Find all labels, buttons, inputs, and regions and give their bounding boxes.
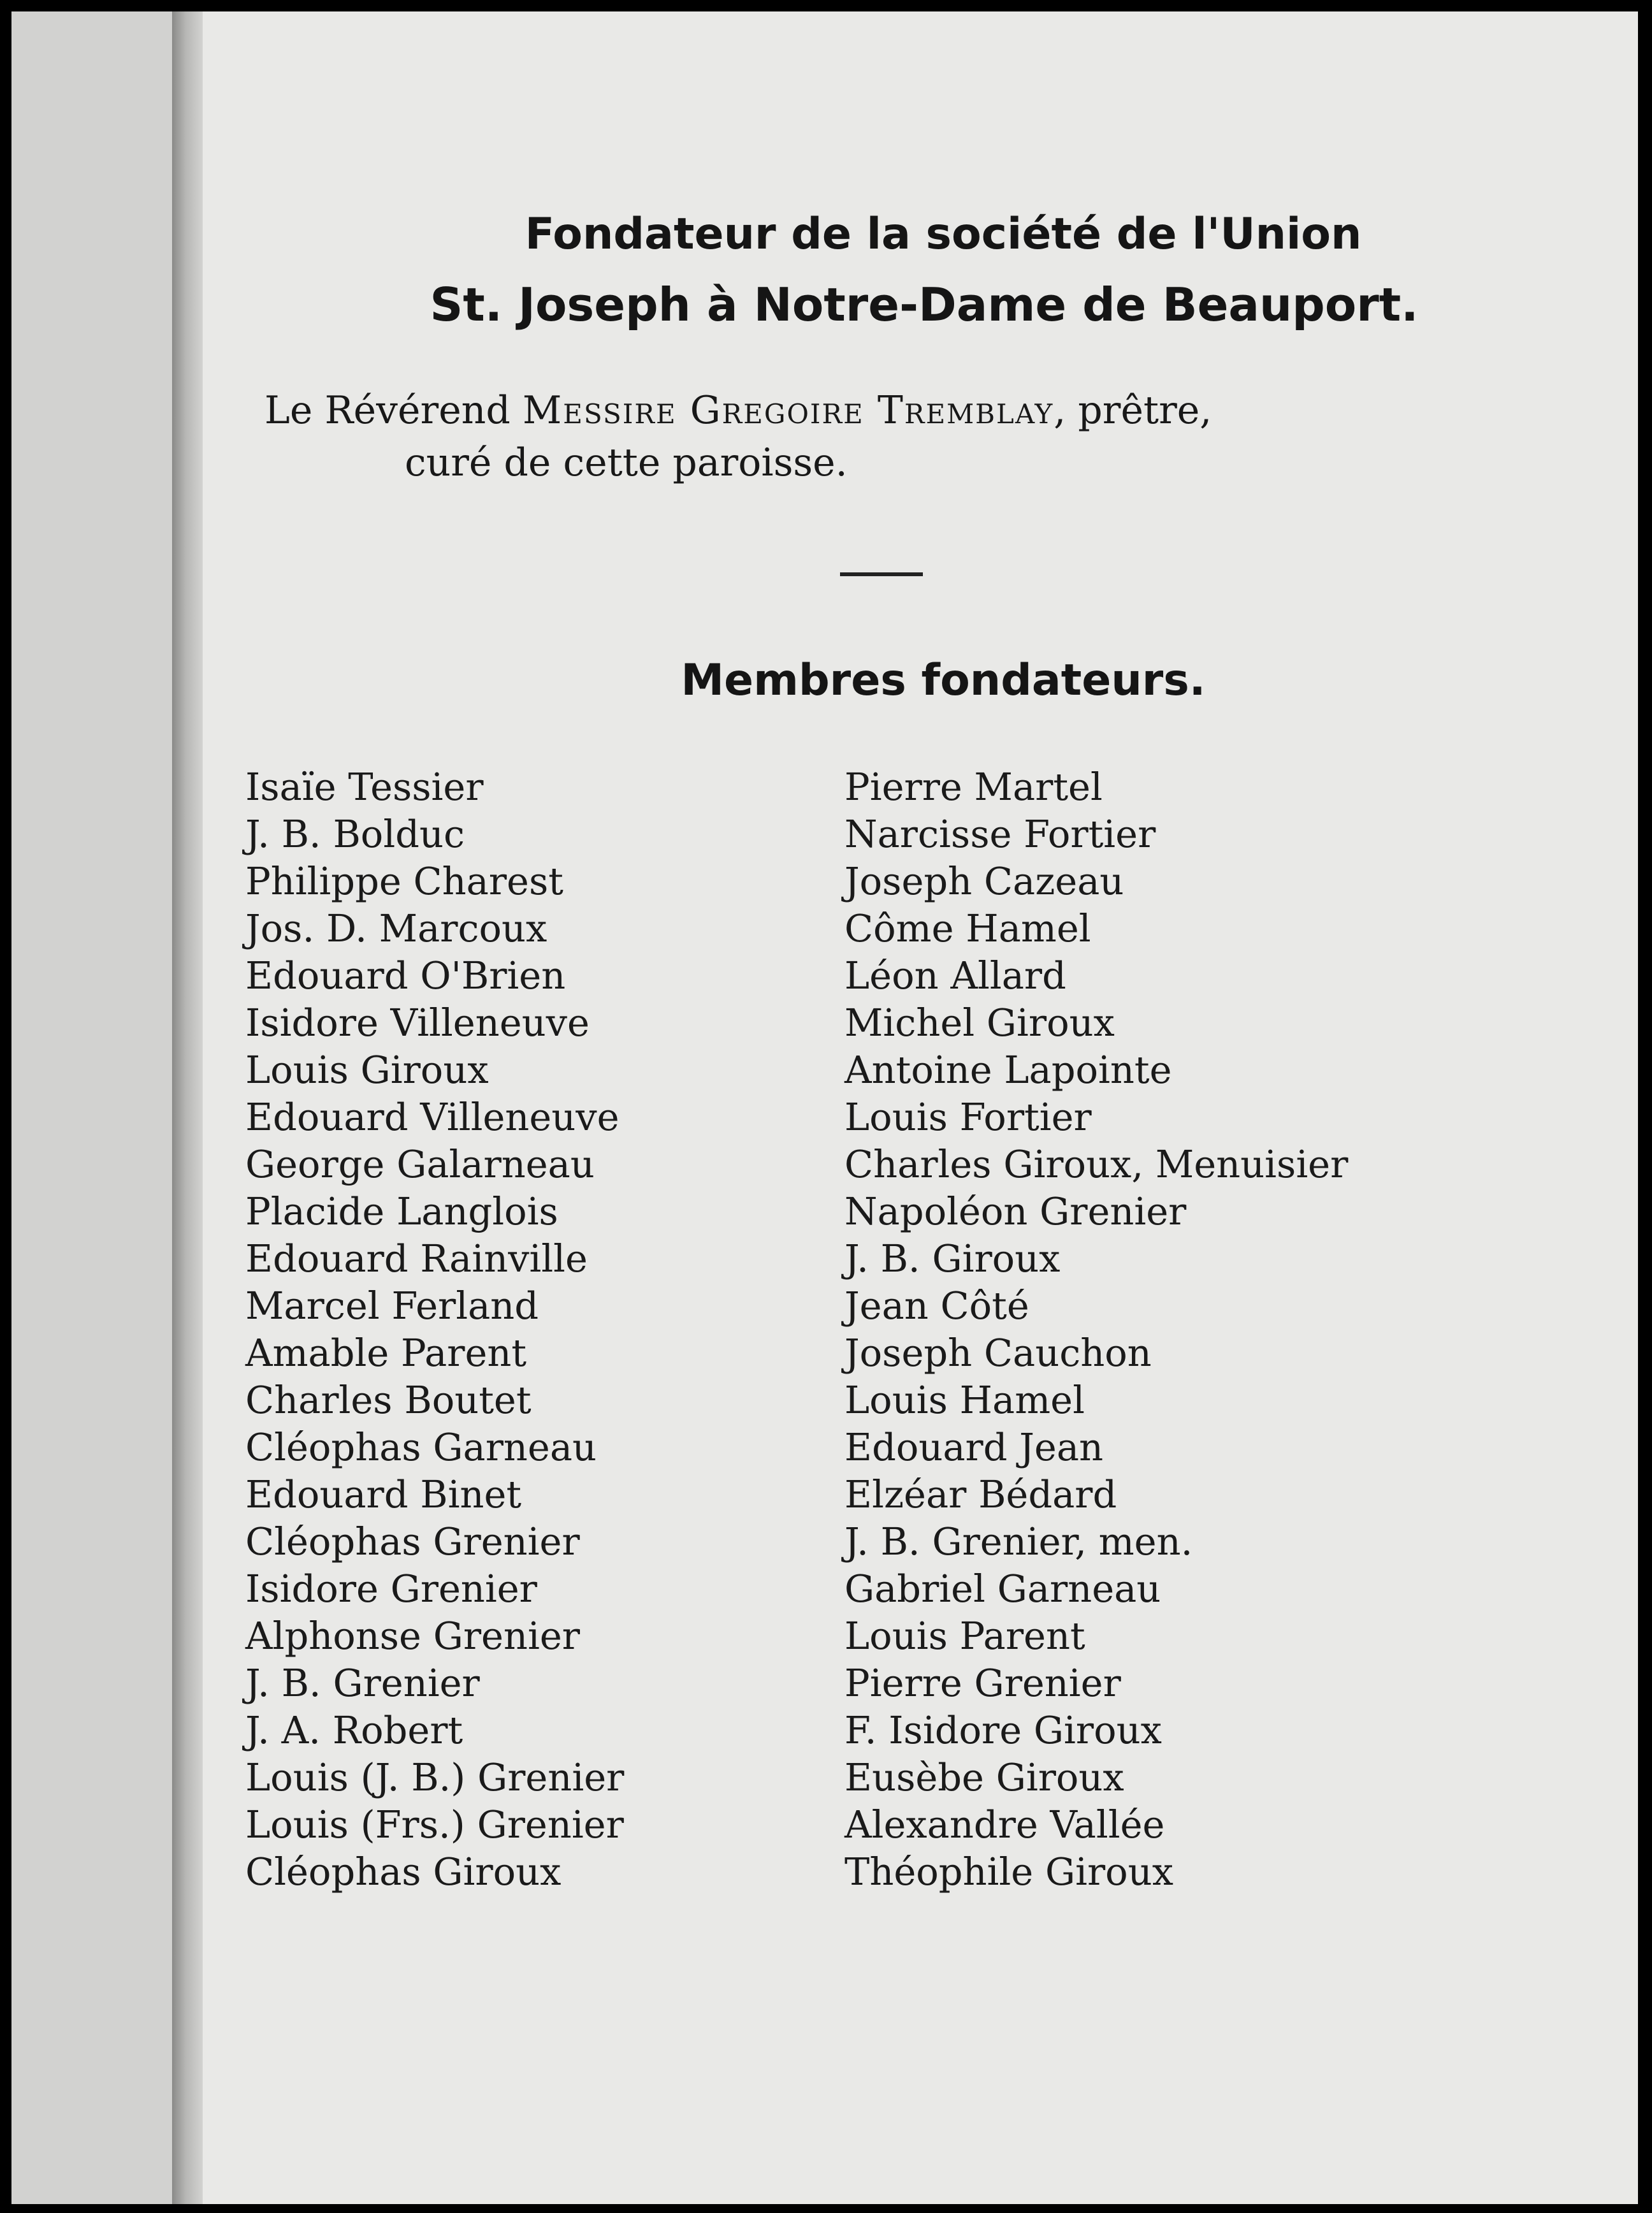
member-name: Gabriel Garneau — [844, 1567, 1161, 1611]
section-divider — [840, 572, 923, 576]
member-name: Edouard Villeneuve — [245, 1095, 620, 1139]
member-name: Cléophas Garneau — [245, 1425, 597, 1469]
member-name: F. Isidore Giroux — [844, 1708, 1162, 1752]
founder-statement — [264, 384, 1603, 489]
member-name: Marcel Ferland — [245, 1284, 539, 1328]
member-name: Cléophas Grenier — [245, 1520, 580, 1564]
member-name: Louis Parent — [844, 1614, 1085, 1658]
member-name: Cléophas Giroux — [245, 1850, 562, 1894]
member-name: Napoléon Grenier — [844, 1189, 1187, 1233]
member-name: Théophile Giroux — [844, 1850, 1173, 1894]
member-name: Eusèbe Giroux — [844, 1755, 1124, 1799]
adjacent-page-strip — [11, 11, 172, 2204]
member-name: George Galarneau — [245, 1142, 595, 1186]
member-name: Narcisse Fortier — [844, 812, 1156, 856]
heading-line-2: St. Joseph à Notre-Dame de Beauport. — [430, 278, 1419, 331]
section-title: Membres fondateurs. — [681, 655, 1206, 706]
member-name: Michel Giroux — [844, 1001, 1115, 1045]
member-name: Isaïe Tessier — [245, 765, 484, 809]
member-name: Pierre Martel — [844, 765, 1103, 809]
members-right-column — [844, 764, 1348, 1896]
scan-edge — [0, 11, 11, 2204]
member-name: Louis (Frs.) Grenier — [245, 1803, 624, 1847]
member-name: Joseph Cazeau — [844, 859, 1124, 903]
founder-name: Messire Gregoire Tremblay — [522, 388, 1054, 433]
page-heading — [172, 200, 1638, 340]
member-name: Philippe Charest — [245, 859, 563, 903]
member-name: Alphonse Grenier — [245, 1614, 580, 1658]
founder-prefix: Le Révérend — [264, 388, 511, 433]
member-name: Louis Giroux — [245, 1048, 489, 1092]
member-name: Elzéar Bédard — [844, 1472, 1117, 1516]
member-name: Pierre Grenier — [844, 1661, 1121, 1705]
member-name: J. B. Giroux — [844, 1237, 1061, 1281]
member-name: Edouard Rainville — [245, 1237, 588, 1281]
member-name: Isidore Grenier — [245, 1567, 537, 1611]
member-name: Amable Parent — [245, 1331, 527, 1375]
member-name: Jean Côté — [844, 1284, 1029, 1328]
member-name: Joseph Cauchon — [844, 1331, 1152, 1375]
member-name: J. B. Bolduc — [245, 812, 465, 856]
heading-line-1: Fondateur de la société de l'Union — [525, 209, 1362, 259]
member-name: Louis Fortier — [844, 1095, 1092, 1139]
member-name: J. A. Robert — [245, 1708, 463, 1752]
member-name: Edouard Binet — [245, 1472, 522, 1516]
book-gutter — [172, 11, 203, 2204]
member-name: Edouard Jean — [844, 1425, 1103, 1469]
member-name: Antoine Lapointe — [844, 1048, 1172, 1092]
founder-suffix: , prêtre, — [1054, 388, 1212, 433]
member-name: Alexandre Vallée — [844, 1803, 1165, 1847]
member-name: Isidore Villeneuve — [245, 1001, 590, 1045]
member-name: Léon Allard — [844, 954, 1066, 998]
member-name: Placide Langlois — [245, 1189, 558, 1233]
document-page — [172, 11, 1638, 2204]
members-left-column — [245, 764, 624, 1896]
member-name: Louis (J. B.) Grenier — [245, 1755, 625, 1799]
member-name: Côme Hamel — [844, 906, 1091, 950]
member-name: J. B. Grenier, men. — [844, 1520, 1193, 1564]
member-name: Jos. D. Marcoux — [245, 906, 547, 950]
member-name: Louis Hamel — [844, 1378, 1085, 1422]
member-name: Edouard O'Brien — [245, 954, 566, 998]
member-name: J. B. Grenier — [245, 1661, 480, 1705]
founder-line-2: curé de cette paroisse. — [405, 440, 848, 485]
member-name: Charles Boutet — [245, 1378, 532, 1422]
member-name: Charles Giroux, Menuisier — [844, 1142, 1349, 1186]
